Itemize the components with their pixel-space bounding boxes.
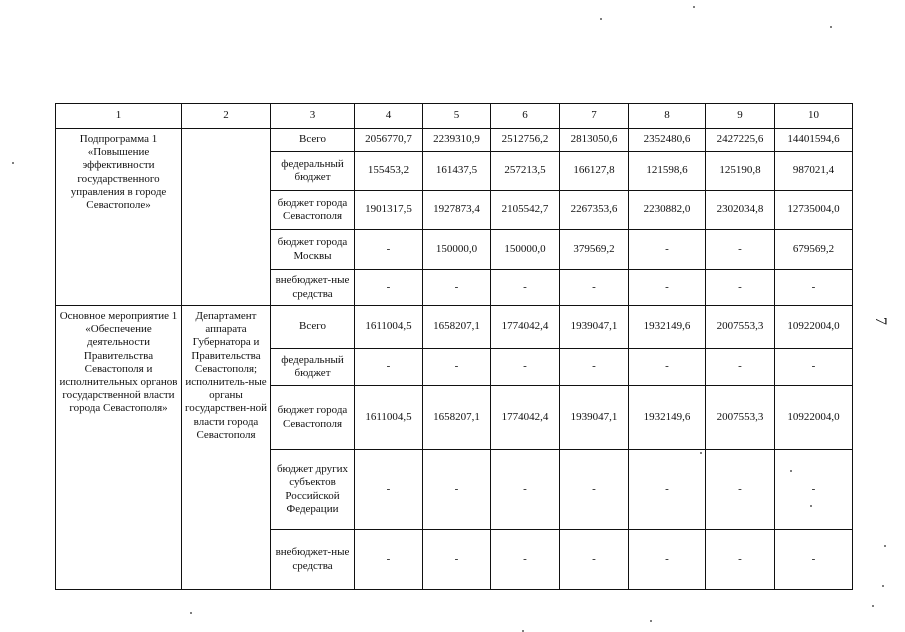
value-cell: 679569,2 — [775, 230, 853, 270]
value-cell: 2007553,3 — [706, 386, 775, 450]
value-cell: 2007553,3 — [706, 306, 775, 349]
value-cell: - — [355, 530, 423, 590]
value-cell: 257213,5 — [491, 152, 560, 191]
scan-speck — [700, 452, 702, 454]
table-row — [56, 306, 853, 349]
value-cell: 1774042,4 — [491, 306, 560, 349]
scan-speck — [693, 6, 695, 8]
value-cell: 1658207,1 — [423, 386, 491, 450]
value-cell: 2512756,2 — [491, 129, 560, 152]
scan-speck — [882, 585, 884, 587]
value-cell: - — [423, 270, 491, 306]
value-cell: - — [423, 349, 491, 386]
value-cell: - — [491, 349, 560, 386]
header-cell: 8 — [629, 104, 706, 129]
value-cell: 1658207,1 — [423, 306, 491, 349]
value-cell: - — [560, 450, 629, 530]
scan-speck — [600, 18, 602, 20]
value-cell: 1932149,6 — [629, 306, 706, 349]
value-cell: - — [775, 450, 853, 530]
value-cell: - — [355, 270, 423, 306]
value-cell: 1611004,5 — [355, 306, 423, 349]
scan-speck — [790, 470, 792, 472]
value-cell: 2239310,9 — [423, 129, 491, 152]
value-cell: 150000,0 — [491, 230, 560, 270]
value-cell: - — [491, 530, 560, 590]
scan-speck — [810, 505, 812, 507]
value-cell: 2352480,6 — [629, 129, 706, 152]
value-cell: - — [775, 270, 853, 306]
value-cell: - — [355, 450, 423, 530]
value-cell: 2056770,7 — [355, 129, 423, 152]
value-cell: 2105542,7 — [491, 191, 560, 230]
value-cell: - — [355, 230, 423, 270]
value-cell: 14401594,6 — [775, 129, 853, 152]
funding-source: внебюджет-ные средства — [271, 270, 355, 306]
value-cell: - — [560, 270, 629, 306]
funding-source: бюджет других субъектов Российской Федерации — [271, 450, 355, 530]
scan-speck — [12, 162, 14, 164]
budget-table — [55, 103, 853, 590]
value-cell: 10922004,0 — [775, 386, 853, 450]
scan-speck — [830, 26, 832, 28]
value-cell: - — [775, 530, 853, 590]
value-cell: 1774042,4 — [491, 386, 560, 450]
value-cell: 1939047,1 — [560, 306, 629, 349]
header-cell: 10 — [775, 104, 853, 129]
value-cell: 166127,8 — [560, 152, 629, 191]
value-cell: - — [629, 230, 706, 270]
header-cell: 1 — [56, 104, 182, 129]
header-cell: 7 — [560, 104, 629, 129]
value-cell: - — [423, 450, 491, 530]
value-cell: 2427225,6 — [706, 129, 775, 152]
value-cell: - — [775, 349, 853, 386]
page-number: 7 — [872, 317, 889, 325]
value-cell: 1939047,1 — [560, 386, 629, 450]
value-cell: 125190,8 — [706, 152, 775, 191]
value-cell: 121598,6 — [629, 152, 706, 191]
program-label: Подпрограмма 1 «Повышение эффективности государственного управления в городе Севастополе» — [56, 129, 182, 306]
scan-speck — [650, 620, 652, 622]
value-cell: - — [629, 349, 706, 386]
value-cell: - — [560, 349, 629, 386]
value-cell: - — [560, 530, 629, 590]
table-row — [56, 129, 853, 152]
executor-cell — [182, 129, 271, 306]
program-label: Основное мероприятие 1 «Обеспечение деятельности Правительства Севастополя и исполнительных органов государственной власти города Севастополя» — [56, 306, 182, 590]
funding-source: внебюджет-ные средства — [271, 530, 355, 590]
funding-source: федеральный бюджет — [271, 152, 355, 191]
header-cell: 9 — [706, 104, 775, 129]
value-cell: - — [706, 450, 775, 530]
value-cell: 1901317,5 — [355, 191, 423, 230]
value-cell: - — [491, 450, 560, 530]
value-cell: 1611004,5 — [355, 386, 423, 450]
scan-speck — [872, 605, 874, 607]
executor-cell: Департамент аппарата Губернатора и Правительства Севастополя; исполнитель-ные органы государствен-ной власти города Севастополя — [182, 306, 271, 590]
header-cell: 3 — [271, 104, 355, 129]
value-cell: 1927873,4 — [423, 191, 491, 230]
funding-source: Всего — [271, 306, 355, 349]
value-cell: 2302034,8 — [706, 191, 775, 230]
value-cell: - — [706, 530, 775, 590]
value-cell: - — [629, 530, 706, 590]
value-cell: 987021,4 — [775, 152, 853, 191]
header-cell: 5 — [423, 104, 491, 129]
value-cell: 12735004,0 — [775, 191, 853, 230]
funding-source: Всего — [271, 129, 355, 152]
value-cell: 2813050,6 — [560, 129, 629, 152]
funding-source: бюджет города Москвы — [271, 230, 355, 270]
value-cell: 161437,5 — [423, 152, 491, 191]
scan-speck — [884, 545, 886, 547]
value-cell: 2230882,0 — [629, 191, 706, 230]
value-cell: - — [423, 530, 491, 590]
table-body — [56, 104, 853, 590]
header-cell: 2 — [182, 104, 271, 129]
funding-source: федеральный бюджет — [271, 349, 355, 386]
header-row — [56, 104, 853, 129]
scan-speck — [190, 612, 192, 614]
value-cell: 2267353,6 — [560, 191, 629, 230]
value-cell: 1932149,6 — [629, 386, 706, 450]
header-cell: 4 — [355, 104, 423, 129]
header-cell: 6 — [491, 104, 560, 129]
value-cell: - — [629, 270, 706, 306]
value-cell: 150000,0 — [423, 230, 491, 270]
value-cell: 155453,2 — [355, 152, 423, 191]
value-cell: 379569,2 — [560, 230, 629, 270]
value-cell: 10922004,0 — [775, 306, 853, 349]
value-cell: - — [706, 230, 775, 270]
funding-source: бюджет города Севастополя — [271, 386, 355, 450]
funding-source: бюджет города Севастополя — [271, 191, 355, 230]
value-cell: - — [706, 270, 775, 306]
value-cell: - — [355, 349, 423, 386]
value-cell: - — [706, 349, 775, 386]
value-cell: - — [491, 270, 560, 306]
value-cell: - — [629, 450, 706, 530]
